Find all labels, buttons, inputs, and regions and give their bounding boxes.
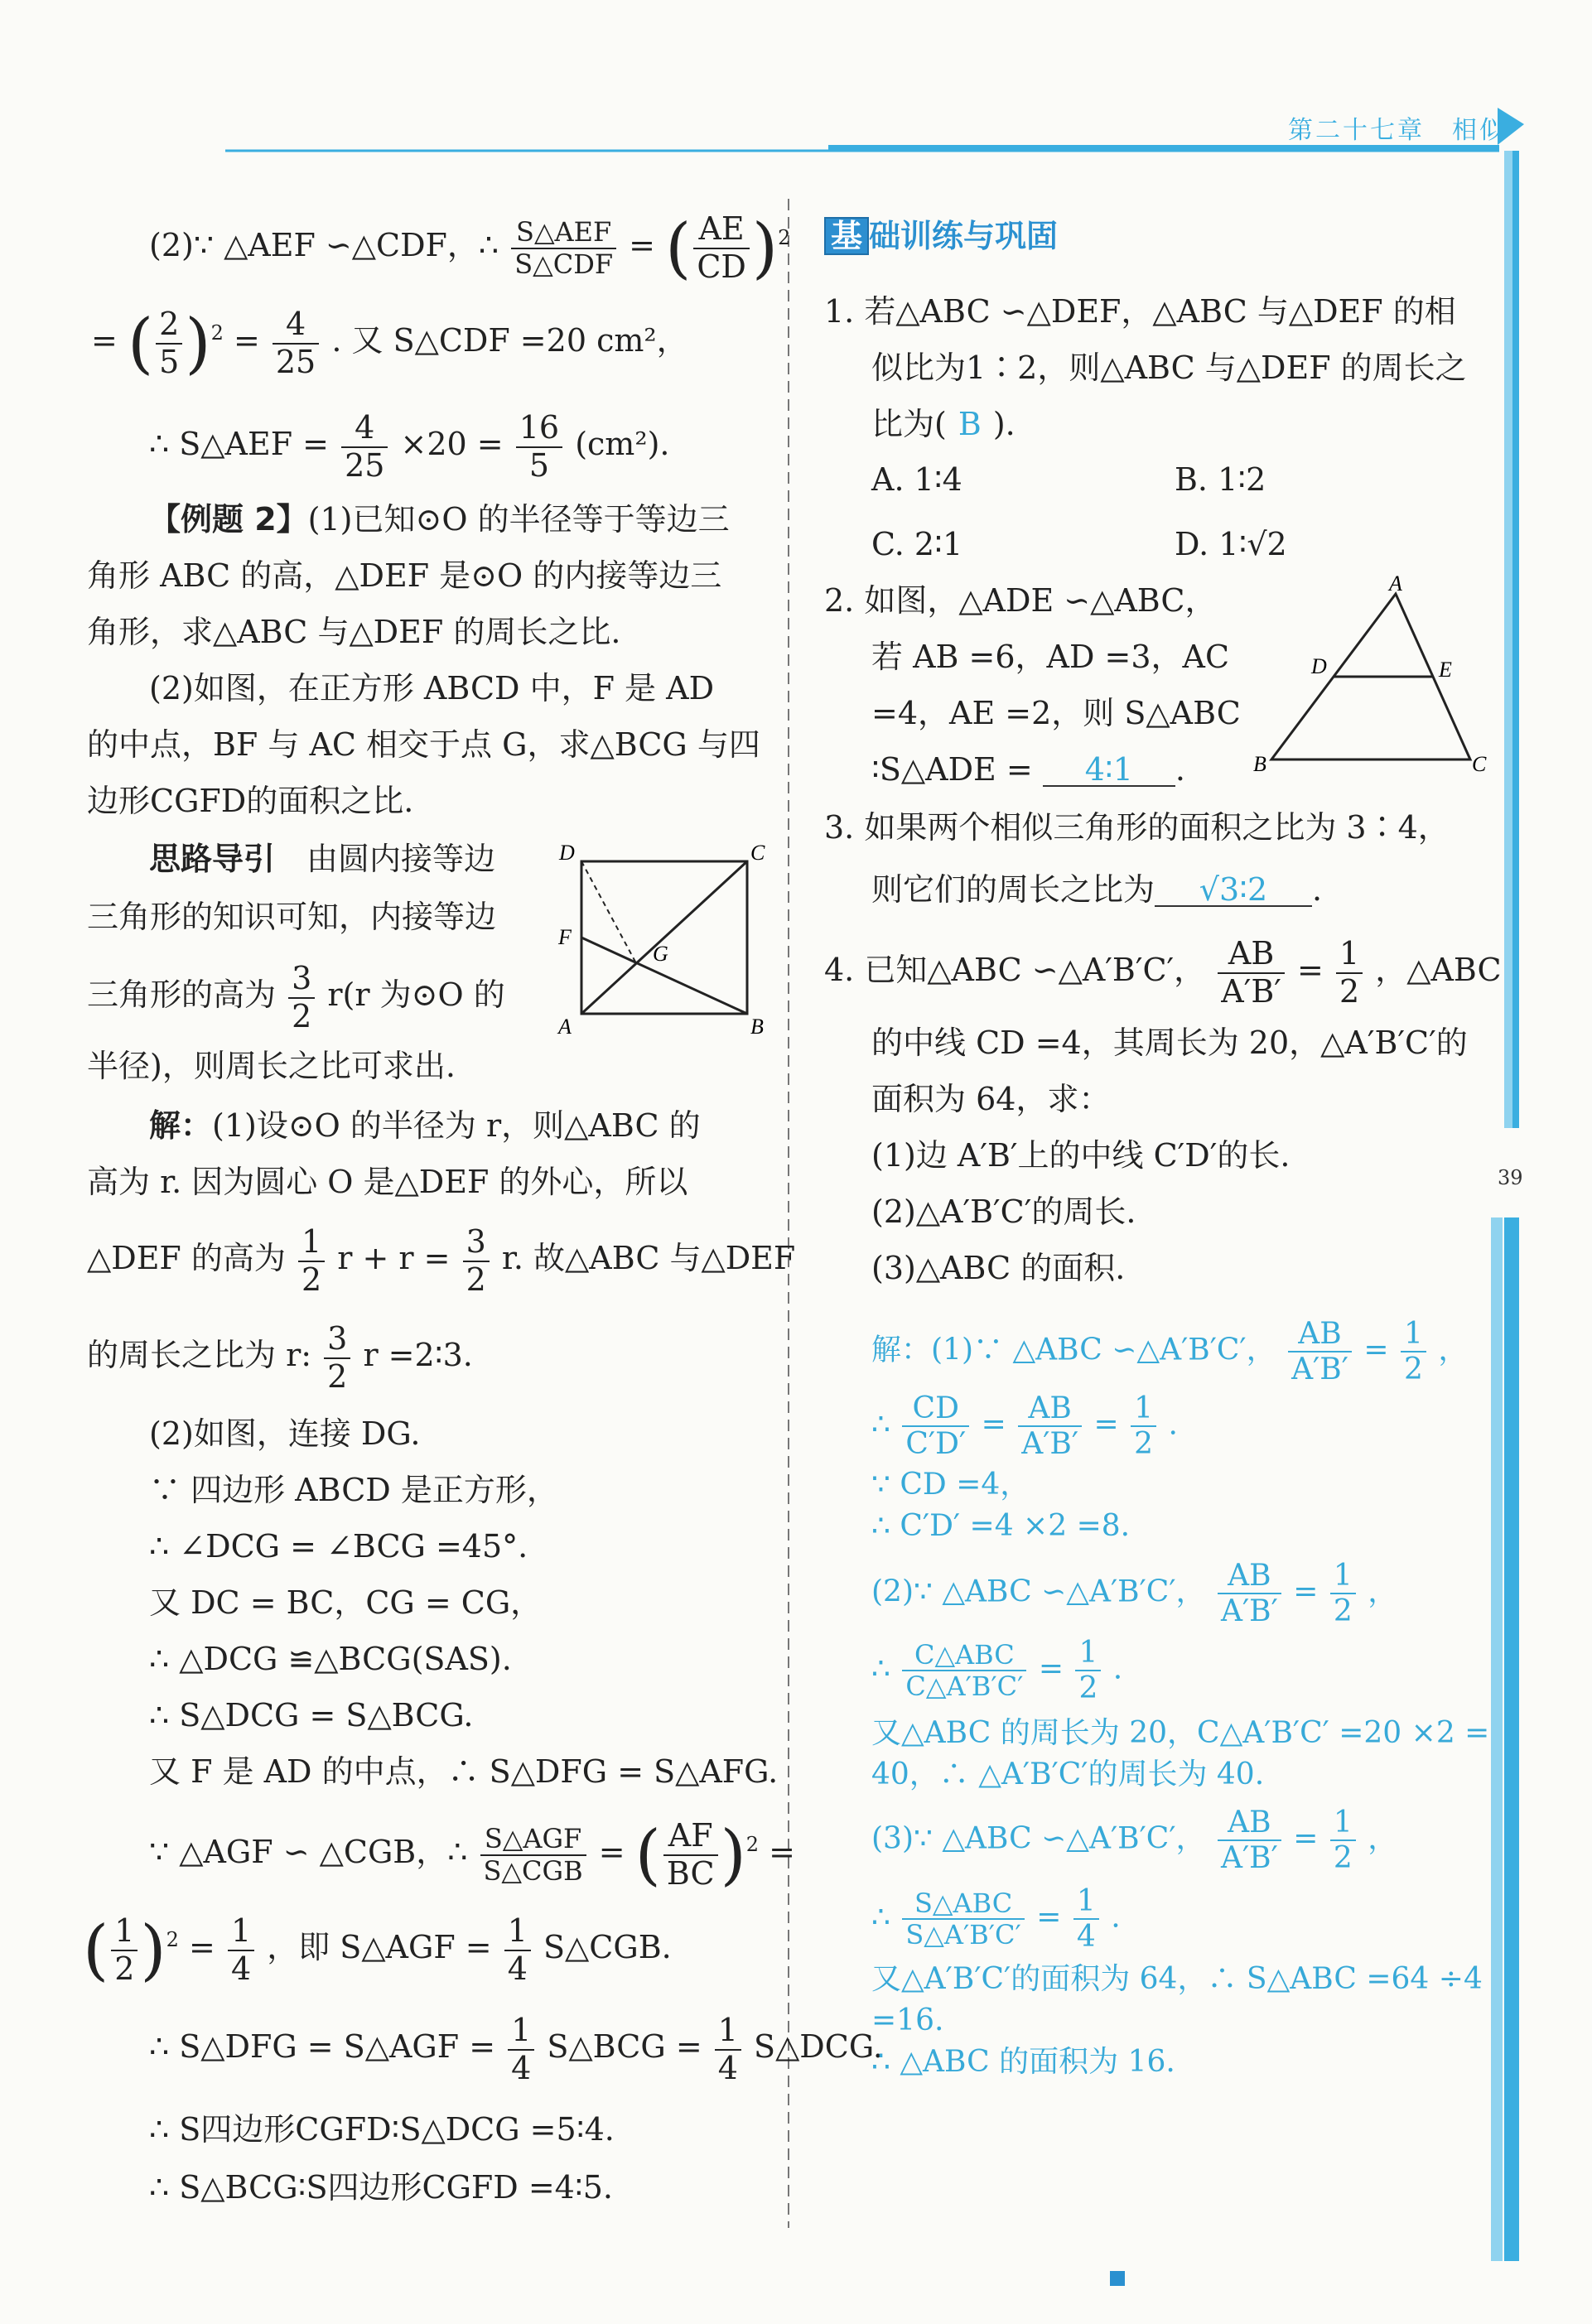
- part2-line-5: ∴ △DCG ≌△BCG(SAS).: [149, 1641, 512, 1677]
- answer-line-13: ∴ △ABC 的面积为 16.: [871, 2045, 1175, 2079]
- example-2-line-1: 【例题 2】(1)已知⊙O 的半径等于等边三: [149, 501, 730, 538]
- tri-label-a: A: [1389, 576, 1402, 595]
- label-d: D: [559, 841, 575, 865]
- section-title: 础训练与巩固: [869, 218, 1059, 254]
- q4-line-1: 4. 已知△ABC ∽△A′B′C′， $\frac{AB}{A'B'}$ = $\frac{1}{2}$ ，△ABC: [824, 935, 1502, 1010]
- guide-line-3: 三角形的高为 $\frac{3}{2}$ r(r 为⊙O 的: [87, 960, 505, 1034]
- section-header: [824, 217, 1058, 255]
- q1-line-2: 似比为1∶2，则△ABC 与△DEF 的周长之: [871, 350, 1467, 386]
- example-label: 【例题 2】: [149, 501, 308, 538]
- solution-line-4: 的周长之比为 r: $\frac{3}{2}$ r =2∶3.: [87, 1320, 473, 1395]
- q1-option-c: C. 2∶1: [871, 526, 963, 562]
- tri-label-c: C: [1472, 752, 1487, 774]
- solution-label: 解：: [149, 1107, 213, 1144]
- chapter-header: 第二十七章 相似: [1288, 116, 1507, 145]
- part2-line-11: ∴ S四边形CGFD∶S△DCG =5∶4.: [149, 2111, 615, 2148]
- label-b: B: [750, 1015, 764, 1035]
- part2-line-2: ∵ 四边形 ABCD 是正方形，: [149, 1472, 558, 1508]
- example-2-line-6: 边形CGFD的面积之比.: [87, 783, 414, 819]
- answer-line-12: =16.: [871, 2003, 944, 2037]
- part2-line-4: 又 DC = BC，CG = CG，: [149, 1584, 543, 1621]
- answer-line-8: 40，∴ △A′B′C′的周长为 40.: [871, 1757, 1265, 1791]
- q2-line-1: 2. 如图，△ADE ∽△ABC，: [824, 582, 1217, 619]
- q3-line-1: 3. 如果两个相似三角形的面积之比为 3∶4，: [824, 809, 1450, 846]
- answer-line-11: 又△A′B′C′的面积为 64，∴ S△ABC =64 ÷4: [871, 1962, 1483, 1996]
- square-figure: [555, 837, 770, 1035]
- q1-line-1: 1. 若△ABC ∽△DEF，△ABC 与△DEF 的相: [824, 293, 1456, 330]
- q1-option-b: B. 1∶2: [1175, 461, 1266, 498]
- tri-label-b: B: [1253, 752, 1266, 774]
- part2-line-9: ( $\frac{1}{2}$ )$^2$ = $\frac{1}{4}$ ，即 S△AGF = $\frac{1}{4}$ S△CGB.: [83, 1911, 672, 1989]
- q1-answer: B: [958, 406, 982, 442]
- answer-line-4: ∴ C′D′ =4 ×2 =8.: [871, 1509, 1131, 1543]
- q1-option-d: D. 1∶√2: [1175, 526, 1287, 562]
- guide-line-4: 半径)，则周长之比可求出.: [87, 1048, 456, 1084]
- left-line-2: = ( $\frac{2}{5}$ )$^2$ = $\frac{4}{25}$ . 又 S△CDF =20 cm²，: [91, 304, 688, 382]
- label-c: C: [750, 841, 765, 865]
- triangle-figure: [1247, 576, 1495, 774]
- answer-line-10: ∴ $\frac{\text{S△ABC}}{S\triangle A'B'C'}$ = $\frac{1}{4}$ .: [871, 1884, 1121, 1955]
- q4-line-5: (2)△A′B′C′的周长.: [871, 1193, 1136, 1230]
- guide-label: 思路导引: [149, 841, 276, 877]
- part2-line-8: ∵ △AGF ∽ △CGB，∴ $\frac{\text{S△AGF}}{\text{S△CGB}}$ = ( $\frac{AF}{BC}$ )$^2$ =: [149, 1815, 795, 1893]
- part2-line-12: ∴ S△BCG∶S四边形CGFD =4∶5.: [149, 2169, 613, 2206]
- example-2-line-3: 角形，求△ABC 与△DEF 的周长之比.: [87, 614, 621, 650]
- part2-line-10: ∴ S△DFG = S△AGF = $\frac{1}{4}$ S△BCG = $\frac{1}{4}$ S△DCG.: [149, 2012, 883, 2086]
- q2-line-3: =4，AE =2，则 S△ABC: [871, 695, 1241, 731]
- solution-line-1: 解：(1)设⊙O 的半径为 r，则△ABC 的: [149, 1107, 701, 1144]
- q3-line-2: 则它们的周长之比为 √3∶2 .: [871, 871, 1323, 908]
- q2-line-2: 若 AB =6，AD =3，AC: [871, 639, 1230, 675]
- example-2-line-5: 的中点，BF 与 AC 相交于点 G，求△BCG 与四: [87, 726, 760, 763]
- q4-line-3: 面积为 64，求：: [871, 1081, 1111, 1117]
- part2-line-7: 又 F 是 AD 的中点，∴ S△DFG = S△AFG.: [149, 1753, 779, 1790]
- left-line-3: ∴ S△AEF = $\frac{4}{25}$ ×20 = $\frac{16}{5}$ (cm²).: [149, 409, 670, 484]
- guide-line-2: 三角形的知识可知，内接等边: [87, 899, 497, 935]
- diagonal-ac: [581, 861, 747, 1014]
- left-line-1: (2)∵ △AEF ∽△CDF，∴ $\frac{\text{S△AEF}}{\text{S△CDF}}$ = ( $\frac{AE}{CD}$ )$^2$: [149, 209, 791, 287]
- q3-answer: √3∶2: [1155, 874, 1312, 907]
- example-2-line-4: (2)如图，在正方形 ABCD 中，F 是 AD: [149, 670, 715, 706]
- segment-dg: [581, 861, 636, 963]
- q2-answer: 4∶1: [1043, 754, 1175, 787]
- q1-option-a: A. 1∶4: [871, 461, 962, 498]
- answer-line-6: ∴ $\frac{\text{C△ABC}}{C\triangle A'B'C'}$ = $\frac{1}{2}$ .: [871, 1636, 1123, 1706]
- part2-line-6: ∴ S△DCG = S△BCG.: [149, 1697, 474, 1733]
- label-f: F: [558, 925, 572, 949]
- q4-line-2: 的中线 CD =4，其周长为 20，△A′B′C′的: [871, 1025, 1468, 1061]
- part2-line-1: (2)如图，连接 DG.: [149, 1415, 421, 1452]
- tri-label-d: D: [1311, 654, 1327, 678]
- answer-line-7: 又△ABC 的周长为 20，C△A′B′C′ =20 ×2 =: [871, 1716, 1490, 1750]
- answer-line-5: (2)∵ △ABC ∽△A′B′C′， $\frac{AB}{A'B'}$ = $\frac{1}{2}$ ，: [871, 1559, 1398, 1629]
- section-icon: 基: [824, 217, 869, 255]
- label-g: G: [653, 942, 668, 966]
- q4-line-6: (3)△ABC 的面积.: [871, 1250, 1126, 1286]
- q1-line-3: 比为( B ).: [871, 406, 1016, 442]
- part2-line-3: ∴ ∠DCG = ∠BCG =45°.: [149, 1528, 528, 1565]
- answer-line-1: 解：(1)∵ △ABC ∽△A′B′C′， $\frac{AB}{A'B'}$ = $\frac{1}{2}$ ，: [871, 1317, 1469, 1387]
- answer-line-9: (3)∵ △ABC ∽△A′B′C′， $\frac{AB}{A'B'}$ = $\frac{1}{2}$ ，: [871, 1806, 1398, 1876]
- answer-line-2: ∴ $\frac{CD}{C'D'}$ = $\frac{AB}{A'B'}$ = $\frac{1}{2}$ .: [871, 1391, 1178, 1462]
- q2-line-4: ∶S△ADE = 4∶1 .: [871, 751, 1185, 788]
- tri-label-e: E: [1439, 658, 1452, 682]
- answer-line-3: ∵ CD =4，: [871, 1468, 1030, 1502]
- label-a: A: [558, 1015, 572, 1035]
- q4-line-4: (1)边 A′B′上的中线 C′D′的长.: [871, 1137, 1290, 1174]
- solution-line-3: △DEF 的高为 $\frac{1}{2}$ r + r = $\frac{3}{2}$ r. 故△ABC 与△DEF: [87, 1223, 796, 1298]
- page-number: 39: [1498, 1166, 1523, 1189]
- guide-line-1: 思路导引 由圆内接等边: [149, 841, 496, 877]
- example-2-line-2: 角形 ABC 的高，△DEF 是⊙O 的内接等边三: [87, 557, 722, 594]
- solution-line-2: 高为 r. 因为圆心 O 是△DEF 的外心，所以: [87, 1164, 688, 1200]
